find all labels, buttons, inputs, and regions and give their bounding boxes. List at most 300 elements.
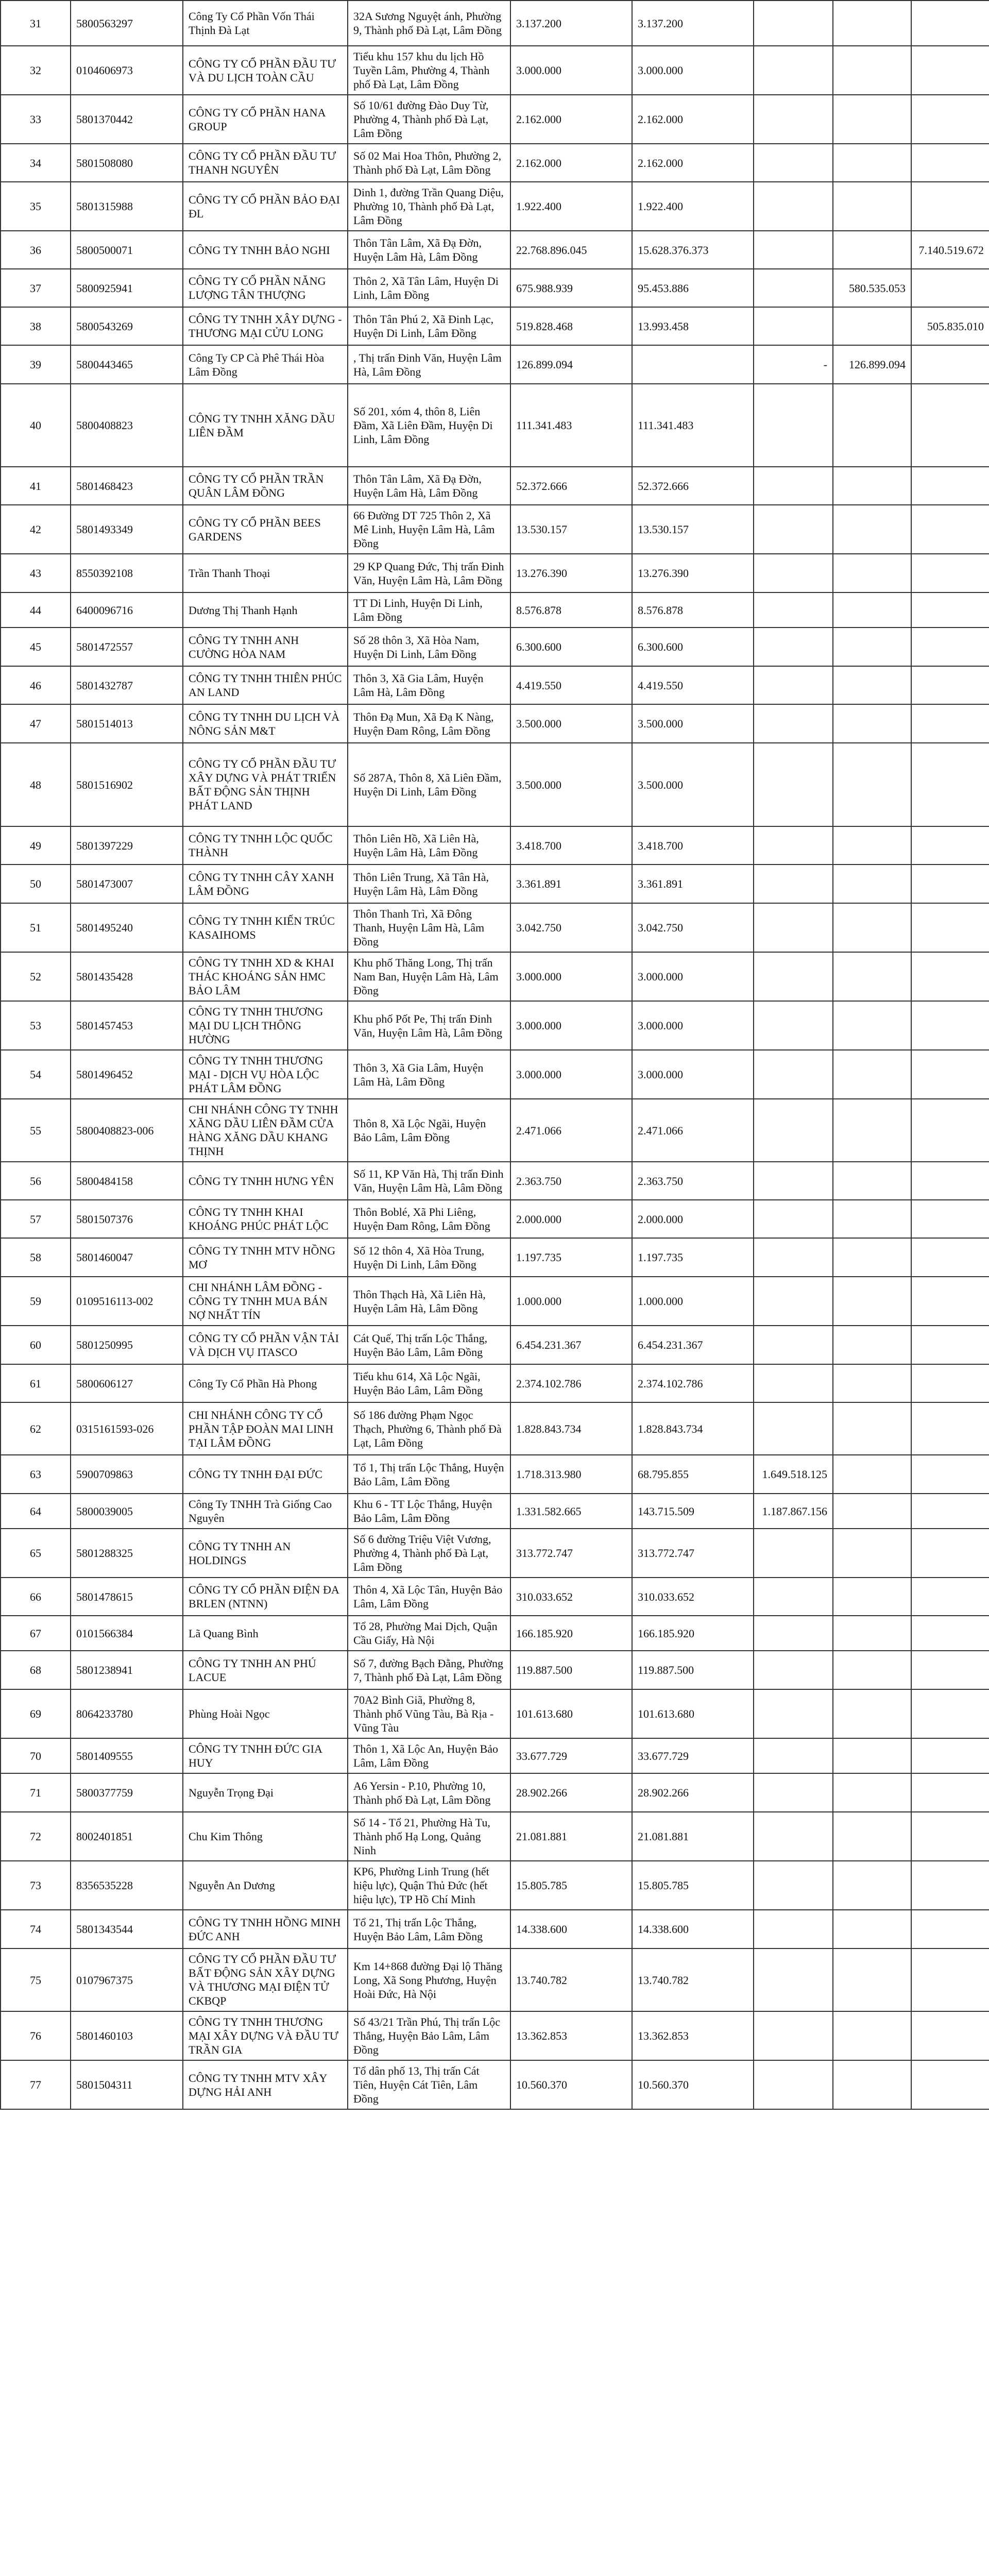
cell-taxpayer-name: CÔNG TY TNHH AN PHÚ LACUE (183, 1651, 348, 1689)
table-row (1, 231, 989, 269)
cell-debt-col-a: 3.361.891 (632, 865, 754, 903)
cell-total-debt: 166.185.920 (510, 1616, 632, 1651)
cell-debt-col-b (754, 1, 833, 46)
cell-debt-col-b (754, 1200, 833, 1238)
cell-taxpayer-name: Nguyễn An Dương (183, 1861, 348, 1910)
cell-total-debt: 3.000.000 (510, 1001, 632, 1050)
cell-address: Thôn Liên Trung, Xã Tân Hà, Huyện Lâm Hà, Lâm Đồng (348, 865, 510, 903)
cell-debt-col-d: 7.140.519.672 (911, 231, 989, 269)
cell-taxpayer-name: Trần Thanh Thoại (183, 554, 348, 592)
cell-total-debt: 2.162.000 (510, 95, 632, 144)
cell-debt-col-a: 2.162.000 (632, 95, 754, 144)
cell-debt-col-c (833, 1861, 911, 1910)
cell-stt: 70 (1, 1738, 71, 1773)
cell-debt-col-d (911, 269, 989, 307)
table-row (1, 1578, 989, 1616)
cell-taxpayer-name: CÔNG TY CỔ PHẦN ĐẦU TƯ THANH NGUYÊN (183, 144, 348, 182)
cell-debt-col-b (754, 46, 833, 95)
cell-taxpayer-name: Công Ty Cổ Phần Vốn Thái Thịnh Đà Lạt (183, 1, 348, 46)
cell-total-debt: 15.805.785 (510, 1861, 632, 1910)
cell-total-debt: 310.033.652 (510, 1578, 632, 1616)
cell-debt-col-b (754, 743, 833, 826)
cell-debt-col-c (833, 865, 911, 903)
cell-debt-col-d (911, 1326, 989, 1364)
cell-address: Số 186 đường Phạm Ngọc Thạch, Phường 6, Thành phố Đà Lạt, Lâm Đồng (348, 1402, 510, 1455)
cell-debt-col-b (754, 1529, 833, 1578)
cell-address: Tổ 28, Phường Mai Dịch, Quận Cầu Giấy, Hà Nội (348, 1616, 510, 1651)
table-row (1, 467, 989, 505)
cell-debt-col-d (911, 592, 989, 628)
cell-debt-col-b (754, 826, 833, 865)
cell-taxpayer-name: CÔNG TY TNHH BẢO NGHI (183, 231, 348, 269)
cell-total-debt: 52.372.666 (510, 467, 632, 505)
cell-stt: 62 (1, 1402, 71, 1455)
cell-debt-col-d (911, 1050, 989, 1099)
cell-taxpayer-name: Công Ty Cổ Phần Hà Phong (183, 1364, 348, 1402)
cell-debt-col-a: 28.902.266 (632, 1773, 754, 1812)
cell-debt-col-b (754, 1861, 833, 1910)
cell-taxpayer-name: CÔNG TY CỔ PHẦN ĐẦU TƯ VÀ DU LỊCH TOÀN CẦU (183, 46, 348, 95)
cell-taxpayer-name: CÔNG TY TNHH CÂY XANH LÂM ĐỒNG (183, 865, 348, 903)
cell-total-debt: 3.042.750 (510, 903, 632, 952)
cell-stt: 76 (1, 2011, 71, 2060)
cell-debt-col-a: 14.338.600 (632, 1910, 754, 1948)
cell-debt-col-a: 2.374.102.786 (632, 1364, 754, 1402)
cell-debt-col-a: 2.000.000 (632, 1200, 754, 1238)
cell-address: Thôn Tân Phú 2, Xã Đinh Lạc, Huyện Di Linh, Lâm Đồng (348, 307, 510, 345)
cell-address: Số 7, đường Bạch Đằng, Phường 7, Thành phố Đà Lạt, Lâm Đồng (348, 1651, 510, 1689)
table-row (1, 952, 989, 1001)
cell-debt-col-d (911, 1910, 989, 1948)
cell-debt-col-d (911, 826, 989, 865)
cell-stt: 56 (1, 1162, 71, 1200)
table-row (1, 144, 989, 182)
cell-address: Thôn Tân Lâm, Xã Đạ Đờn, Huyện Lâm Hà, Lâm Đồng (348, 231, 510, 269)
cell-stt: 48 (1, 743, 71, 826)
table-row (1, 1238, 989, 1277)
cell-debt-col-d (911, 1861, 989, 1910)
cell-debt-col-c (833, 1050, 911, 1099)
cell-stt: 43 (1, 554, 71, 592)
cell-debt-col-c (833, 704, 911, 743)
cell-tax-code: 5800925941 (71, 269, 183, 307)
table-row (1, 1050, 989, 1099)
cell-debt-col-a: 13.993.458 (632, 307, 754, 345)
cell-debt-col-b (754, 1812, 833, 1861)
cell-taxpayer-name: CÔNG TY TNHH KHAI KHOÁNG PHÚC PHÁT LỘC (183, 1200, 348, 1238)
cell-debt-col-b (754, 269, 833, 307)
cell-tax-code: 5801435428 (71, 952, 183, 1001)
cell-debt-col-d (911, 865, 989, 903)
cell-debt-col-d (911, 903, 989, 952)
cell-debt-col-c (833, 1364, 911, 1402)
cell-debt-col-c (833, 1238, 911, 1277)
table-row (1, 1162, 989, 1200)
cell-debt-col-d (911, 1, 989, 46)
cell-debt-col-d (911, 704, 989, 743)
cell-debt-col-c (833, 144, 911, 182)
cell-debt-col-b (754, 2011, 833, 2060)
cell-taxpayer-name: Công Ty TNHH Trà Giống Cao Nguyên (183, 1494, 348, 1529)
cell-debt-col-a: 1.000.000 (632, 1277, 754, 1326)
cell-debt-col-c (833, 384, 911, 467)
cell-address: Số 43/21 Trần Phú, Thị trấn Lộc Thắng, Huyện Bảo Lâm, Lâm Đồng (348, 2011, 510, 2060)
cell-stt: 60 (1, 1326, 71, 1364)
cell-debt-col-b (754, 384, 833, 467)
cell-debt-col-a: 3.000.000 (632, 46, 754, 95)
cell-tax-code: 5800408823 (71, 384, 183, 467)
cell-tax-code: 8356535228 (71, 1861, 183, 1910)
cell-stt: 49 (1, 826, 71, 865)
cell-debt-col-d (911, 2060, 989, 2109)
cell-debt-col-c (833, 1651, 911, 1689)
cell-debt-col-a: 21.081.881 (632, 1812, 754, 1861)
table-row (1, 345, 989, 384)
cell-debt-col-a: 3.137.200 (632, 1, 754, 46)
cell-debt-col-b (754, 505, 833, 554)
cell-total-debt: 519.828.468 (510, 307, 632, 345)
cell-taxpayer-name: CÔNG TY CỔ PHẦN ĐẦU TƯ BẤT ĐỘNG SẢN XÂY DỰNG VÀ THƯƠNG MẠI ĐIỆN TỬ CKBQP (183, 1948, 348, 2011)
cell-debt-col-d (911, 2011, 989, 2060)
table-row (1, 743, 989, 826)
cell-debt-col-d (911, 554, 989, 592)
table-row (1, 1689, 989, 1738)
cell-debt-col-b (754, 1689, 833, 1738)
cell-debt-col-c (833, 2011, 911, 2060)
table-row (1, 46, 989, 95)
cell-total-debt: 28.902.266 (510, 1773, 632, 1812)
cell-debt-col-b (754, 1948, 833, 2011)
cell-tax-code: 5801288325 (71, 1529, 183, 1578)
cell-tax-code: 8064233780 (71, 1689, 183, 1738)
cell-address: Khu phố Thăng Long, Thị trấn Nam Ban, Huyện Lâm Hà, Lâm Đồng (348, 952, 510, 1001)
cell-total-debt: 13.530.157 (510, 505, 632, 554)
cell-debt-col-d (911, 384, 989, 467)
cell-stt: 55 (1, 1099, 71, 1162)
cell-debt-col-c (833, 1001, 911, 1050)
table-row (1, 1910, 989, 1948)
cell-stt: 46 (1, 666, 71, 704)
table-row (1, 1001, 989, 1050)
cell-stt: 36 (1, 231, 71, 269)
cell-total-debt: 3.137.200 (510, 1, 632, 46)
cell-address: Thôn Đạ Mun, Xã Đạ K Nàng, Huyện Đam Rông, Lâm Đồng (348, 704, 510, 743)
cell-taxpayer-name: CÔNG TY CỔ PHẦN HANA GROUP (183, 95, 348, 144)
cell-debt-col-d (911, 1651, 989, 1689)
cell-total-debt: 2.363.750 (510, 1162, 632, 1200)
cell-address: Tiểu khu 157 khu du lịch Hồ Tuyền Lâm, Phường 4, Thành phố Đà Lạt, Lâm Đồng (348, 46, 510, 95)
cell-tax-code: 0109516113-002 (71, 1277, 183, 1326)
cell-debt-col-b (754, 704, 833, 743)
cell-tax-code: 8002401851 (71, 1812, 183, 1861)
cell-stt: 65 (1, 1529, 71, 1578)
cell-debt-col-c (833, 1689, 911, 1738)
cell-address: Thôn Tân Lâm, Xã Đạ Đờn, Huyện Lâm Hà, Lâm Đồng (348, 467, 510, 505)
cell-debt-col-a: 2.162.000 (632, 144, 754, 182)
cell-debt-col-b (754, 1277, 833, 1326)
cell-address: Thôn 8, Xã Lộc Ngãi, Huyện Bảo Lâm, Lâm Đồng (348, 1099, 510, 1162)
cell-total-debt: 3.000.000 (510, 46, 632, 95)
cell-debt-col-c (833, 505, 911, 554)
cell-address: Thôn 2, Xã Tân Lâm, Huyện Di Linh, Lâm Đồng (348, 269, 510, 307)
cell-total-debt: 13.740.782 (510, 1948, 632, 2011)
cell-stt: 42 (1, 505, 71, 554)
cell-debt-col-a (632, 345, 754, 384)
cell-debt-col-a: 3.418.700 (632, 826, 754, 865)
cell-debt-col-b (754, 144, 833, 182)
cell-tax-code: 5801516902 (71, 743, 183, 826)
cell-debt-col-c (833, 952, 911, 1001)
table-row (1, 1529, 989, 1578)
cell-debt-col-a: 119.887.500 (632, 1651, 754, 1689)
cell-tax-code: 8550392108 (71, 554, 183, 592)
cell-total-debt: 3.000.000 (510, 1050, 632, 1099)
cell-tax-code: 5801370442 (71, 95, 183, 144)
cell-stt: 41 (1, 467, 71, 505)
cell-address: Số 14 - Tổ 21, Phường Hà Tu, Thành phố Hạ Long, Quảng Ninh (348, 1812, 510, 1861)
cell-taxpayer-name: Công Ty CP Cà Phê Thái Hòa Lâm Đồng (183, 345, 348, 384)
cell-tax-code: 5801315988 (71, 182, 183, 231)
cell-debt-col-a: 111.341.483 (632, 384, 754, 467)
cell-stt: 54 (1, 1050, 71, 1099)
cell-taxpayer-name: CÔNG TY CỔ PHẦN TRẦN QUÂN LÂM ĐỒNG (183, 467, 348, 505)
cell-debt-col-a: 13.530.157 (632, 505, 754, 554)
cell-debt-col-d (911, 1455, 989, 1494)
cell-address: TT Di Linh, Huyện Di Linh, Lâm Đồng (348, 592, 510, 628)
cell-total-debt: 13.276.390 (510, 554, 632, 592)
cell-taxpayer-name: CÔNG TY TNHH MTV XÂY DỰNG HẢI ANH (183, 2060, 348, 2109)
cell-tax-code: 5800606127 (71, 1364, 183, 1402)
table-row (1, 1494, 989, 1529)
cell-total-debt: 2.000.000 (510, 1200, 632, 1238)
cell-debt-col-a: 6.300.600 (632, 628, 754, 666)
cell-debt-col-c (833, 1738, 911, 1773)
cell-debt-col-c (833, 1812, 911, 1861)
table-row (1, 1099, 989, 1162)
cell-debt-col-c (833, 666, 911, 704)
cell-debt-col-d (911, 1689, 989, 1738)
cell-debt-col-d (911, 182, 989, 231)
cell-debt-col-a: 52.372.666 (632, 467, 754, 505)
cell-debt-col-c (833, 1200, 911, 1238)
cell-debt-col-b (754, 1001, 833, 1050)
cell-total-debt: 2.162.000 (510, 144, 632, 182)
table-row (1, 1948, 989, 2011)
cell-debt-col-d (911, 1238, 989, 1277)
cell-debt-col-a: 15.805.785 (632, 1861, 754, 1910)
cell-debt-col-a: 313.772.747 (632, 1529, 754, 1578)
cell-stt: 74 (1, 1910, 71, 1948)
cell-stt: 53 (1, 1001, 71, 1050)
cell-debt-col-d (911, 1402, 989, 1455)
cell-total-debt: 1.828.843.734 (510, 1402, 632, 1455)
cell-debt-col-d (911, 1812, 989, 1861)
cell-total-debt: 1.922.400 (510, 182, 632, 231)
table-row (1, 1773, 989, 1812)
cell-total-debt: 1.331.582.665 (510, 1494, 632, 1529)
cell-tax-code: 0104606973 (71, 46, 183, 95)
cell-debt-col-a: 166.185.920 (632, 1616, 754, 1651)
cell-taxpayer-name: CÔNG TY TNHH THƯƠNG MẠI XÂY DỰNG VÀ ĐẦU TƯ TRẦN GIA (183, 2011, 348, 2060)
cell-stt: 67 (1, 1616, 71, 1651)
cell-taxpayer-name: CÔNG TY TNHH XÂY DỰNG - THƯƠNG MẠI CỬU LONG (183, 307, 348, 345)
cell-debt-col-a: 143.715.509 (632, 1494, 754, 1529)
cell-stt: 57 (1, 1200, 71, 1238)
cell-stt: 39 (1, 345, 71, 384)
cell-address: Thôn 3, Xã Gia Lâm, Huyện Lâm Hà, Lâm Đồng (348, 1050, 510, 1099)
cell-debt-col-c (833, 467, 911, 505)
cell-debt-col-b: 1.649.518.125 (754, 1455, 833, 1494)
cell-tax-code: 5900709863 (71, 1455, 183, 1494)
cell-debt-col-b (754, 1238, 833, 1277)
cell-address: Số 02 Mai Hoa Thôn, Phường 2, Thành phố Đà Lạt, Lâm Đồng (348, 144, 510, 182)
cell-address: Số 287A, Thôn 8, Xã Liên Đầm, Huyện Di Linh, Lâm Đồng (348, 743, 510, 826)
cell-tax-code: 5800443465 (71, 345, 183, 384)
cell-tax-code: 5801478615 (71, 1578, 183, 1616)
cell-address: Thôn 1, Xã Lộc An, Huyện Bảo Lâm, Lâm Đồng (348, 1738, 510, 1773)
cell-debt-col-c (833, 1578, 911, 1616)
cell-debt-col-c: 580.535.053 (833, 269, 911, 307)
table-row (1, 182, 989, 231)
cell-debt-col-a: 310.033.652 (632, 1578, 754, 1616)
cell-address: A6 Yersin - P.10, Phường 10, Thành phố Đà Lạt, Lâm Đồng (348, 1773, 510, 1812)
cell-taxpayer-name: CÔNG TY CỔ PHẦN NĂNG LƯỢNG TÂN THƯỢNG (183, 269, 348, 307)
cell-tax-code: 5801409555 (71, 1738, 183, 1773)
cell-debt-col-d (911, 952, 989, 1001)
cell-debt-col-b (754, 865, 833, 903)
cell-total-debt: 6.454.231.367 (510, 1326, 632, 1364)
cell-total-debt: 1.000.000 (510, 1277, 632, 1326)
cell-debt-col-b (754, 307, 833, 345)
cell-total-debt: 3.361.891 (510, 865, 632, 903)
cell-debt-col-a: 3.500.000 (632, 743, 754, 826)
cell-address: Thôn Thạch Hà, Xã Liên Hà, Huyện Lâm Hà, Lâm Đồng (348, 1277, 510, 1326)
cell-address: Số 12 thôn 4, Xã Hòa Trung, Huyện Di Linh, Lâm Đồng (348, 1238, 510, 1277)
cell-debt-col-b (754, 554, 833, 592)
table-row (1, 554, 989, 592)
cell-address: Số 10/61 đường Đào Duy Từ, Phường 4, Thành phố Đà Lạt, Lâm Đồng (348, 95, 510, 144)
cell-taxpayer-name: Chu Kim Thông (183, 1812, 348, 1861)
cell-debt-col-b (754, 467, 833, 505)
cell-stt: 72 (1, 1812, 71, 1861)
table-row (1, 384, 989, 467)
cell-debt-col-a: 33.677.729 (632, 1738, 754, 1773)
cell-debt-col-b (754, 628, 833, 666)
table-row (1, 1200, 989, 1238)
cell-tax-code: 5801397229 (71, 826, 183, 865)
cell-taxpayer-name: CÔNG TY TNHH ĐỨC GIA HUY (183, 1738, 348, 1773)
cell-total-debt: 13.362.853 (510, 2011, 632, 2060)
cell-tax-code: 5801432787 (71, 666, 183, 704)
cell-stt: 52 (1, 952, 71, 1001)
cell-stt: 61 (1, 1364, 71, 1402)
cell-taxpayer-name: CÔNG TY TNHH THƯƠNG MẠI - DỊCH VỤ HÒA LỘC PHÁT LÂM ĐỒNG (183, 1050, 348, 1099)
table-row (1, 1861, 989, 1910)
table-row (1, 865, 989, 903)
cell-debt-col-b (754, 1364, 833, 1402)
cell-taxpayer-name: CÔNG TY TNHH HƯNG YÊN (183, 1162, 348, 1200)
cell-debt-col-c (833, 1948, 911, 2011)
cell-debt-col-a: 4.419.550 (632, 666, 754, 704)
cell-debt-col-c (833, 182, 911, 231)
cell-debt-col-d (911, 1773, 989, 1812)
cell-total-debt: 10.560.370 (510, 2060, 632, 2109)
cell-total-debt: 3.000.000 (510, 952, 632, 1001)
cell-address: Tổ 1, Thị trấn Lộc Thắng, Huyện Bảo Lâm, Lâm Đồng (348, 1455, 510, 1494)
cell-debt-col-c (833, 592, 911, 628)
table-row (1, 1455, 989, 1494)
cell-total-debt: 1.197.735 (510, 1238, 632, 1277)
cell-debt-col-d (911, 1001, 989, 1050)
cell-debt-col-c (833, 1455, 911, 1494)
cell-debt-col-d (911, 1277, 989, 1326)
cell-tax-code: 5800563297 (71, 1, 183, 46)
table-row (1, 1651, 989, 1689)
cell-total-debt: 101.613.680 (510, 1689, 632, 1738)
cell-tax-code: 5800039005 (71, 1494, 183, 1529)
cell-address: Số 6 đường Triệu Việt Vương, Phường 4, Thành phố Đà Lạt, Lâm Đồng (348, 1529, 510, 1578)
cell-address: Khu 6 - TT Lộc Thắng, Huyện Bảo Lâm, Lâm Đồng (348, 1494, 510, 1529)
cell-tax-code: 5801250995 (71, 1326, 183, 1364)
cell-debt-col-d (911, 505, 989, 554)
cell-address: 29 KP Quang Đức, Thị trấn Đinh Văn, Huyện Lâm Hà, Lâm Đồng (348, 554, 510, 592)
cell-total-debt: 3.418.700 (510, 826, 632, 865)
cell-debt-col-a: 10.560.370 (632, 2060, 754, 2109)
cell-taxpayer-name: CÔNG TY CỔ PHẦN BẢO ĐẠI ĐL (183, 182, 348, 231)
cell-address: 32A Sương Nguyệt ánh, Phường 9, Thành phố Đà Lạt, Lâm Đồng (348, 1, 510, 46)
cell-stt: 35 (1, 182, 71, 231)
table-row (1, 666, 989, 704)
cell-stt: 38 (1, 307, 71, 345)
cell-tax-code: 5800377759 (71, 1773, 183, 1812)
cell-stt: 44 (1, 592, 71, 628)
cell-address: Thôn Thanh Trì, Xã Đông Thanh, Huyện Lâm Hà, Lâm Đồng (348, 903, 510, 952)
cell-tax-code: 5800484158 (71, 1162, 183, 1200)
cell-debt-col-a: 13.740.782 (632, 1948, 754, 2011)
cell-tax-code: 5801460103 (71, 2011, 183, 2060)
cell-taxpayer-name: CÔNG TY TNHH HỒNG MINH ĐỨC ANH (183, 1910, 348, 1948)
cell-total-debt: 1.718.313.980 (510, 1455, 632, 1494)
cell-stt: 75 (1, 1948, 71, 2011)
cell-stt: 40 (1, 384, 71, 467)
cell-taxpayer-name: CHI NHÁNH LÂM ĐỒNG - CÔNG TY TNHH MUA BÁN NỢ NHẤT TÍN (183, 1277, 348, 1326)
cell-address: Cát Quế, Thị trấn Lộc Thắng, Huyện Bảo Lâm, Lâm Đồng (348, 1326, 510, 1364)
cell-tax-code: 5801238941 (71, 1651, 183, 1689)
cell-total-debt: 33.677.729 (510, 1738, 632, 1773)
cell-debt-col-b (754, 1050, 833, 1099)
cell-taxpayer-name: CÔNG TY TNHH KIẾN TRÚC KASAIHOMS (183, 903, 348, 952)
cell-stt: 45 (1, 628, 71, 666)
table-row (1, 2011, 989, 2060)
cell-debt-col-d (911, 1162, 989, 1200)
cell-debt-col-b (754, 666, 833, 704)
cell-debt-col-b (754, 182, 833, 231)
cell-tax-code: 5801473007 (71, 865, 183, 903)
cell-tax-code: 5801457453 (71, 1001, 183, 1050)
cell-debt-col-c (833, 1402, 911, 1455)
cell-tax-code: 5801343544 (71, 1910, 183, 1948)
cell-taxpayer-name: CÔNG TY CỔ PHẦN ĐẦU TƯ XÂY DỰNG VÀ PHÁT TRIỂN BẤT ĐỘNG SẢN THỊNH PHÁT LAND (183, 743, 348, 826)
cell-debt-col-d (911, 1364, 989, 1402)
cell-debt-col-b (754, 1651, 833, 1689)
cell-debt-col-d (911, 95, 989, 144)
cell-debt-col-a: 6.454.231.367 (632, 1326, 754, 1364)
cell-address: Số 28 thôn 3, Xã Hòa Nam, Huyện Di Linh, Lâm Đồng (348, 628, 510, 666)
cell-total-debt: 675.988.939 (510, 269, 632, 307)
cell-debt-col-a: 15.628.376.373 (632, 231, 754, 269)
cell-debt-col-d (911, 1616, 989, 1651)
cell-address: Dinh 1, đường Trần Quang Diệu, Phường 10, Thành phố Đà Lạt, Lâm Đồng (348, 182, 510, 231)
